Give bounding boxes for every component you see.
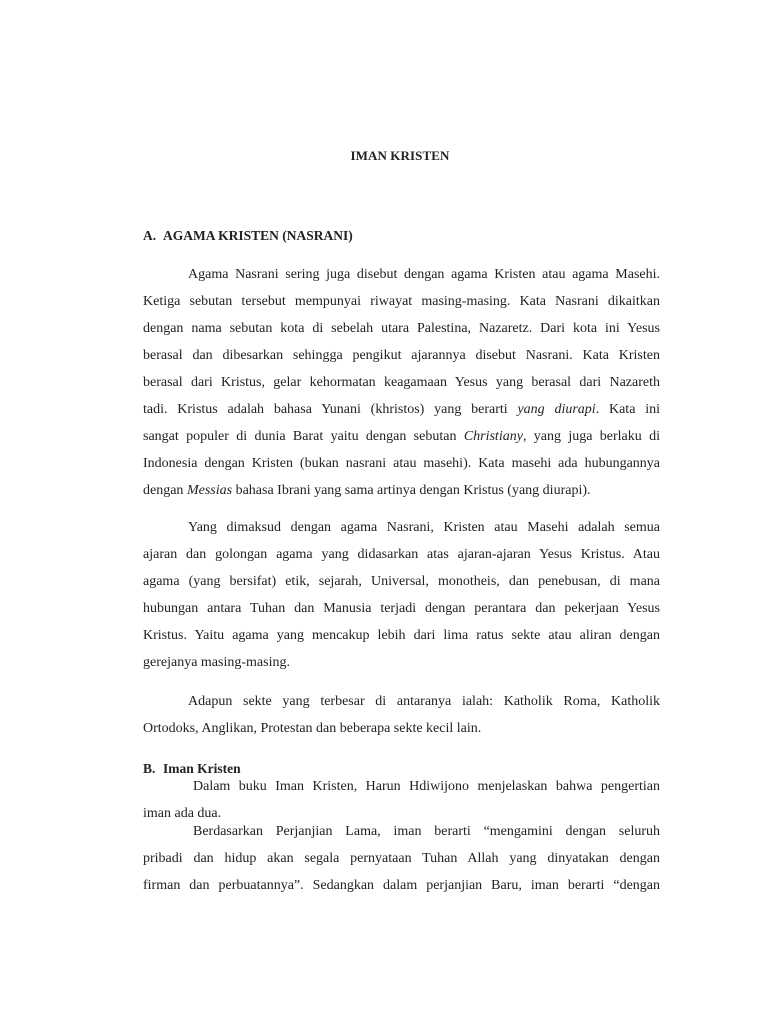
paragraph-line: Berdasarkan Perjanjian Lama, iman berarti “mengamini dengan seluruh bbox=[193, 824, 660, 839]
text-run: dengan bbox=[143, 483, 187, 498]
paragraph-line: berasal dari Kristus, gelar kehormatan keagamaan Yesus yang berasal dari Nazareth bbox=[143, 375, 660, 390]
paragraph-line: Kristus. Yaitu agama yang mencakup lebih dari lima ratus sekte atau aliran dengan bbox=[143, 628, 660, 643]
text-run: bahasa Ibrani yang sama artinya dengan Kristus (yang diurapi). bbox=[232, 483, 591, 498]
paragraph-line: dengan nama sebutan kota di sebelah utara Palestina, Nazaretz. Dari kota ini Yesus bbox=[143, 321, 660, 336]
paragraph-line: firman dan perbuatannya”. Sedangkan dalam perjanjian Baru, iman berarti “dengan bbox=[143, 878, 660, 893]
paragraph-line: berasal dan dibesarkan sehingga pengikut ajarannya disebut Nasrani. Kata Kristen bbox=[143, 348, 660, 363]
paragraph-line: Dalam buku Iman Kristen, Harun Hdiwijono menjelaskan bahwa pengertian bbox=[193, 779, 660, 794]
paragraph-line: Adapun sekte yang terbesar di antaranya ialah: Katholik Roma, Katholik bbox=[188, 694, 660, 709]
section-a-paragraph-1 bbox=[143, 261, 660, 504]
paragraph-line bbox=[143, 423, 660, 450]
paragraph-line: pribadi dan hidup akan segala pernyataan Tuhan Allah yang dinyatakan dengan bbox=[143, 851, 660, 866]
paragraph-line: Agama Nasrani sering juga disebut dengan agama Kristen atau agama Masehi. bbox=[188, 267, 660, 282]
text-run: tadi. Kristus adalah bahasa Yunani (khristos) yang berarti bbox=[143, 402, 518, 417]
paragraph-line: iman ada dua. bbox=[143, 806, 222, 821]
paragraph-line bbox=[143, 477, 660, 504]
paragraph-line: hubungan antara Tuhan dan Manusia terjadi dengan perantara dan pekerjaan Yesus bbox=[143, 601, 660, 616]
section-a-heading bbox=[143, 228, 353, 244]
italic-term: Messias bbox=[186, 483, 233, 498]
paragraph-line: ajaran dan golongan agama yang didasarkan atas ajaran-ajaran Yesus Kristus. Atau bbox=[143, 547, 660, 562]
section-a-title: AGAMA KRISTEN (NASRANI) bbox=[163, 228, 353, 243]
section-a-label: A. bbox=[143, 228, 157, 243]
section-b-paragraph-2 bbox=[143, 818, 660, 899]
paragraph-line bbox=[143, 396, 660, 423]
paragraph-line: agama (yang bersifat) etik, sejarah, Universal, monotheis, dan penebusan, di mana bbox=[143, 574, 660, 589]
paragraph-line: Ortodoks, Anglikan, Protestan dan beberapa sekte kecil lain. bbox=[143, 721, 482, 736]
page-title: IMAN KRISTEN bbox=[350, 148, 450, 163]
paragraph-line: gerejanya masing-masing. bbox=[143, 655, 290, 670]
italic-term: Christiany bbox=[463, 429, 523, 444]
section-b-title: Iman Kristen bbox=[163, 761, 241, 776]
paragraph-line: Ketiga sebutan tersebut mempunyai riwayat masing-masing. Kata Nasrani dikaitkan bbox=[143, 294, 660, 309]
text-run: , yang juga berlaku di bbox=[522, 429, 661, 444]
italic-term: yang diurapi bbox=[517, 402, 596, 417]
section-a-paragraph-3 bbox=[143, 688, 660, 742]
section-a-paragraph-2 bbox=[143, 514, 660, 676]
text-run: sangat populer di dunia Barat yaitu dengan sebutan bbox=[143, 429, 464, 444]
paragraph-line: Yang dimaksud dengan agama Nasrani, Kristen atau Masehi adalah semua bbox=[188, 520, 660, 535]
text-run: . Kata ini bbox=[595, 402, 660, 417]
section-b-label: B. bbox=[143, 761, 156, 776]
paragraph-line: Indonesia dengan Kristen (bukan nasrani atau masehi). Kata masehi ada hubungannya bbox=[143, 456, 660, 471]
